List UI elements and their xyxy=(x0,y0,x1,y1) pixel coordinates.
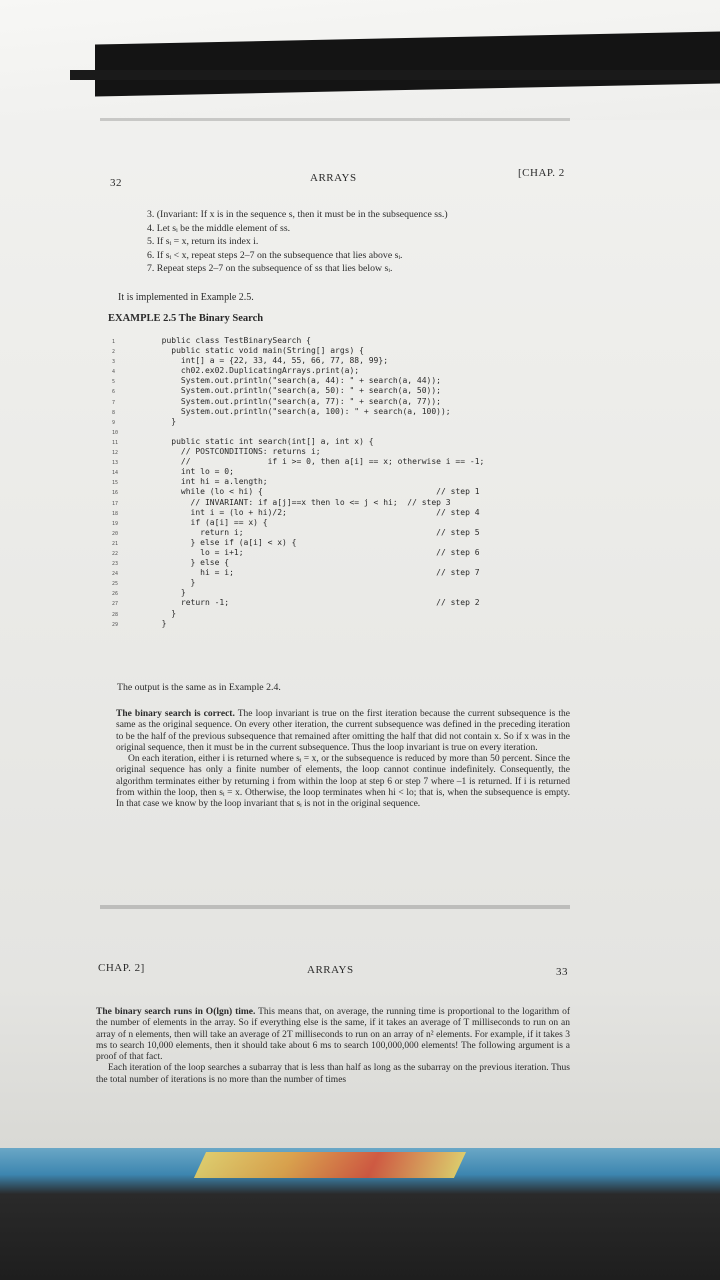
code-line xyxy=(112,346,484,356)
code-line xyxy=(112,437,484,447)
line-number: 25 xyxy=(112,581,119,588)
top-rule xyxy=(100,118,570,121)
code-line xyxy=(112,397,484,407)
code-text: System.out.println("search(a, 100): " + search(a, 100)); xyxy=(152,406,451,416)
line-number: 12 xyxy=(112,450,119,457)
code-line xyxy=(112,417,484,427)
algorithm-steps xyxy=(147,208,448,276)
code-text: } else { xyxy=(152,558,230,568)
fabric-pattern xyxy=(194,1152,466,1178)
implemented-note: It is implemented in Example 2.5. xyxy=(118,292,254,303)
code-text: if (a[i] == x) { xyxy=(152,517,268,527)
code-line xyxy=(112,619,484,629)
chapter-label-top: [CHAP. 2 xyxy=(518,167,565,179)
code-text: } xyxy=(152,618,167,628)
page-number-33: 33 xyxy=(556,966,568,978)
code-line xyxy=(112,568,484,578)
correctness-lead: The binary search is correct. xyxy=(116,709,235,719)
code-line xyxy=(112,366,484,376)
correctness-paragraph xyxy=(116,709,570,811)
step-item: 7. Repeat steps 2–7 on the subsequence of ss that lies below sᵢ. xyxy=(147,263,393,274)
code-text: // if i >= 0, then a[i] == x; otherwise i == -1; xyxy=(152,457,485,467)
line-number: 13 xyxy=(112,460,119,467)
code-text: } xyxy=(152,416,177,426)
correctness-text: The loop invariant is true on the first iteration because the current subsequence is the same as the original sequence. On every other iteration, the current subsequence was defined in the preceding iteration to be the half of the previous subsequence that remained after omitting the half that did not contain x. So if x was in the original sequence, then it must be in the current subsequence. Thus the loop invariant is true on every iteration. xyxy=(116,709,570,753)
line-number: 23 xyxy=(112,561,119,568)
code-listing xyxy=(112,336,484,629)
step-item: 6. If sᵢ < x, repeat steps 2–7 on the subsequence that lies above sᵢ. xyxy=(147,249,403,261)
code-line xyxy=(112,457,484,467)
code-text: } xyxy=(152,608,177,618)
line-number: 11 xyxy=(112,439,119,446)
code-text: lo = i+1; // step 6 xyxy=(152,547,480,557)
runtime-paragraph xyxy=(96,1007,570,1086)
code-text: int[] a = {22, 33, 44, 55, 66, 77, 88, 99}; xyxy=(152,356,389,366)
code-text: System.out.println("search(a, 77): " + search(a, 77)); xyxy=(152,396,441,406)
binding-shadow xyxy=(70,70,720,80)
example-title: EXAMPLE 2.5 The Binary Search xyxy=(108,313,264,324)
code-text: public static void main(String[] args) { xyxy=(152,346,364,356)
code-text: int i = (lo + hi)/2; // step 4 xyxy=(152,507,480,517)
runtime-text: This means that, on average, the running time is proportional to the logarithm of the number of elements in the array. So if everything else is the same, if it takes an average of T milliseconds to run on an array of n elements, then will take an average of 2T milliseconds to run on an array of n² elements. For example, if it takes 3 ms to search 10,000 elements, then it should take about 6 ms to search 100,000,000 elements! The following argument is a proof of that fact. xyxy=(96,1007,570,1063)
line-number: 10 xyxy=(112,429,119,436)
step-item: 3. (Invariant: If x is in the sequence s, then it must be in the subsequence ss.) xyxy=(147,209,448,220)
code-text: // POSTCONDITIONS: returns i; xyxy=(152,447,321,457)
line-number: 3 xyxy=(112,359,116,366)
code-line xyxy=(112,498,484,508)
code-text: public class TestBinarySearch { xyxy=(152,336,311,345)
line-number: 7 xyxy=(112,399,116,406)
code-line xyxy=(112,548,484,558)
code-line xyxy=(112,386,484,396)
line-number: 5 xyxy=(112,379,116,386)
line-number: 22 xyxy=(112,550,119,557)
line-number: 18 xyxy=(112,510,119,517)
code-text: ch02.ex02.DuplicatingArrays.print(a); xyxy=(152,366,360,376)
line-number: 14 xyxy=(112,470,119,477)
line-number: 29 xyxy=(112,621,119,628)
code-line xyxy=(112,356,484,366)
code-text: System.out.println("search(a, 44): " + search(a, 44)); xyxy=(152,376,441,386)
code-line xyxy=(112,588,484,598)
chapter-title-bottom: ARRAYS xyxy=(307,964,354,976)
line-number: 24 xyxy=(112,571,119,578)
code-text: } else if (a[i] < x) { xyxy=(152,537,297,547)
page-number-32: 32 xyxy=(110,177,122,189)
code-line xyxy=(112,558,484,568)
step-item: 5. If sᵢ = x, return its index i. xyxy=(147,236,259,247)
code-line xyxy=(112,477,484,487)
line-number: 28 xyxy=(112,611,119,618)
code-text: System.out.println("search(a, 50): " + search(a, 50)); xyxy=(152,386,441,396)
code-line xyxy=(112,609,484,619)
page-separator xyxy=(100,905,570,909)
code-line xyxy=(112,467,484,477)
code-text: } xyxy=(152,588,186,598)
code-text: hi = i; // step 7 xyxy=(152,568,480,578)
code-line xyxy=(112,447,484,457)
code-line xyxy=(112,487,484,497)
code-text: int lo = 0; xyxy=(152,467,234,477)
code-line xyxy=(112,376,484,386)
iteration-text: Each iteration of the loop searches a subarray that is less than half as long as the subarray on the previous iteration. Thus the total number of iterations is no more than the number of times xyxy=(96,1063,570,1085)
line-number: 4 xyxy=(112,369,116,376)
code-text: int hi = a.length; xyxy=(152,477,268,487)
code-line xyxy=(112,578,484,588)
chapter-title-top: ARRAYS xyxy=(310,172,357,184)
line-number: 20 xyxy=(112,530,119,537)
output-note: The output is the same as in Example 2.4. xyxy=(117,682,281,693)
runtime-lead: The binary search runs in O(lgn) time. xyxy=(96,1007,256,1017)
code-line xyxy=(112,336,484,346)
step-item: 4. Let sᵢ be the middle element of ss. xyxy=(147,222,291,234)
code-text: // INVARIANT: if a[j]==x then lo <= j < hi; // step 3 xyxy=(152,497,451,507)
code-text: return i; // step 5 xyxy=(152,527,480,537)
line-number: 26 xyxy=(112,591,119,598)
line-number: 17 xyxy=(112,500,119,507)
line-number: 9 xyxy=(112,419,116,426)
termination-text: On each iteration, either i is returned where sᵢ = x, or the subsequence is reduced by more than 50 percent. Since the original sequence has only a finite number of elements, the loop cannot continue indefinitely. Consequently, the algorithm terminates either by returning i from within the loop at step 6 or step 7 where –1 is returned. If i is returned from within the loop, then sᵢ = x. Otherwise, the loop terminates when hi < lo; that is, when the subsequence is empty. In that case we know by the loop invariant that sᵢ is not in the original sequence. xyxy=(116,754,570,810)
code-line xyxy=(112,598,484,608)
code-line xyxy=(112,508,484,518)
code-text: } xyxy=(152,578,196,588)
code-line xyxy=(112,538,484,548)
code-line xyxy=(112,407,484,417)
code-line xyxy=(112,427,484,437)
code-text: public static int search(int[] a, int x) { xyxy=(152,436,374,446)
code-line xyxy=(112,528,484,538)
line-number: 15 xyxy=(112,480,119,487)
line-number: 1 xyxy=(112,339,116,345)
chapter-label-bottom: CHAP. 2] xyxy=(98,962,145,974)
line-number: 2 xyxy=(112,349,116,356)
code-text: return -1; // step 2 xyxy=(152,598,480,608)
line-number: 16 xyxy=(112,490,119,497)
line-number: 21 xyxy=(112,540,119,547)
line-number: 27 xyxy=(112,601,119,608)
code-text: while (lo < hi) { // step 1 xyxy=(152,487,480,497)
line-number: 19 xyxy=(112,520,119,527)
code-line xyxy=(112,518,484,528)
line-number: 6 xyxy=(112,389,116,396)
line-number: 8 xyxy=(112,409,116,416)
